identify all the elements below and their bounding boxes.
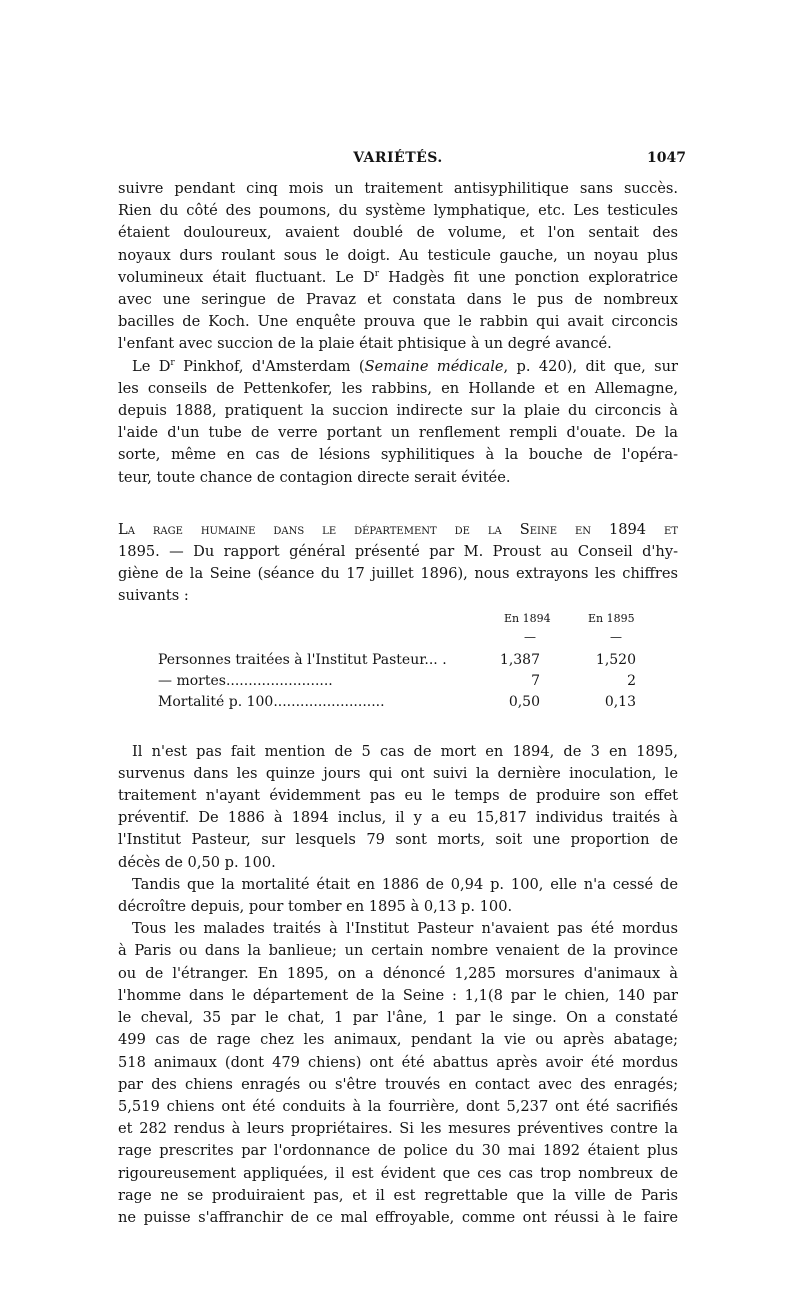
text-line: préventif. De 1886 à 1894 inclus, il y a eu 15,817 individus traités à (118, 809, 678, 827)
text-line: volumineux était fluctuant. Le $D^r$ Hadgès fit une ponction exploratrice (118, 268, 679, 286)
text-line: 518 animaux (dont 479 chiens) ont été abattus après avoir été mordus (118, 1053, 678, 1071)
column-header-1894: En 1894 (504, 611, 551, 625)
paragraph-mortality (118, 741, 678, 874)
text-line: l'Institut Pasteur, sur lesquels 79 sont morts, soit une proportion de (118, 831, 678, 849)
text-line: 499 cas de rage chez les animaux, pendant la vie ou après abatage; (118, 1031, 678, 1049)
text-line: le cheval, 35 par le chat, 1 par l'âne, 1 par le singe. On a constaté (118, 1009, 678, 1027)
text-line: survenus dans les quinze jours qui ont suivi la dernière inoculation, le (118, 764, 678, 782)
text-line: Il n'est pas fait mention de 5 cas de mort en 1894, de 3 en 1895, (132, 742, 678, 760)
text-line: rigoureusement appliquées, il est évident que ces cas trop nombreux de (118, 1164, 678, 1182)
text-line: teur, toute chance de contagion directe serait évitée. (118, 468, 511, 486)
text-line: les conseils de Pettenkofer, les rabbins, en Hollande et en Allemagne, (118, 379, 678, 397)
text-line: décroître depuis, pour tomber en 1895 à 0,13 p. 100. (118, 898, 513, 916)
text-line: Rien du côté des poumons, du système lymphatique, etc. Les testicules (118, 202, 678, 220)
text-line: noyaux durs roulant sous le doigt. Au testicule gauche, un noyau plus (118, 246, 678, 264)
text-line: traitement n'ayant évidemment pas eu le temps de produire son effet (118, 787, 678, 805)
text-line: l'homme dans le département de la Seine : 1,1(8 par le chien, 140 par (118, 986, 678, 1004)
column-header-1895: En 1895 (588, 611, 635, 625)
paragraph-bites (118, 918, 678, 1229)
text-line: à Paris ou dans la banlieue; un certain nombre venaient de la province (118, 942, 678, 960)
text-line: bacilles de Koch. Une enquête prouva que le rabbin qui avait circoncis (118, 313, 678, 331)
text-line: avec une seringue de Pravaz et constata dans le pus de nombreux (118, 291, 678, 309)
text-line: rage prescrites par l'ordonnance de police du 30 mai 1892 étaient plus (118, 1142, 678, 1160)
text-line: giène de la Seine (séance du 17 juillet 1896), nous extrayons les chiffres (118, 565, 678, 583)
text-line: suivants : (118, 587, 189, 605)
statistics-table (118, 612, 678, 713)
running-title: VARIÉTÉS. (353, 150, 443, 166)
text-line: depuis 1888, pratiquent la succion indirecte sur la plaie du circoncis à (118, 402, 678, 420)
text-line: Tous les malades traités à l'Institut Pasteur n'avaient pas été mordus (132, 920, 678, 938)
text-line: suivre pendant cinq mois un traitement antisyphilitique sans succès. (118, 180, 678, 197)
text-line: décès de 0,50 p. 100. (118, 853, 276, 871)
text-line: 5,519 chiens ont été conduits à la fourrière, dont 5,237 ont été sacrifiés (118, 1097, 678, 1115)
table-header (118, 612, 678, 630)
text-line: l'enfant avec succion de la plaie était phtisique à un degré avancé. (118, 335, 612, 353)
text-line: sorte, même en cas de lésions syphilitiques à la bouche de l'opéra- (118, 446, 678, 464)
section-rage (118, 519, 678, 608)
table-row: Personnes traitées à l'Institut Pasteur... . 1,387 1,520 (158, 651, 636, 668)
table-row: Mortalité p. 100......................... 0,50 0,13 (158, 693, 636, 710)
text-line: étaient douloureux, avaient doublé de volume, et l'on sentait des (118, 224, 678, 242)
text-line: Tandis que la mortalité était en 1886 de 0,94 p. 100, elle n'a cessé de (132, 875, 678, 893)
text-line: ou de l'étranger. En 1895, on a dénoncé 1,285 morsures d'animaux à (118, 964, 678, 982)
table-row: — mortes........................ 7 2 (158, 672, 636, 689)
text-line: par des chiens enragés ou s'être trouvés en contact avec des enragés; (118, 1075, 678, 1093)
paragraph-continuation (118, 178, 678, 356)
text-line: l'aide d'un tube de verre portant un renflement rempli d'ouate. De la (118, 424, 678, 442)
page-number: 1047 (647, 150, 686, 166)
section-heading: La rage humaine dans le département de la Seine en 1894 et (118, 520, 678, 538)
page-header (118, 150, 686, 178)
paragraph-pinkhof (118, 356, 678, 489)
text-line: rage ne se produiraient pas, et il est regrettable que la ville de Paris (118, 1186, 678, 1204)
header-underline: — — (524, 629, 622, 644)
text-line: et 282 rendus à leurs propriétaires. Si les mesures préventives contre la (118, 1120, 678, 1138)
document-page (118, 150, 686, 1229)
text-line: ne puisse s'affranchir de ce mal effroyable, comme ont réussi à le faire (118, 1208, 678, 1226)
text-line: Le $D^r$ Pinkhof, d'Amsterdam (Semaine médicale, p. 420), dit que, sur (132, 357, 678, 375)
paragraph-decrease (118, 874, 678, 918)
text-line: 1895. — Du rapport général présenté par M. Proust au Conseil d'hy- (118, 543, 678, 561)
